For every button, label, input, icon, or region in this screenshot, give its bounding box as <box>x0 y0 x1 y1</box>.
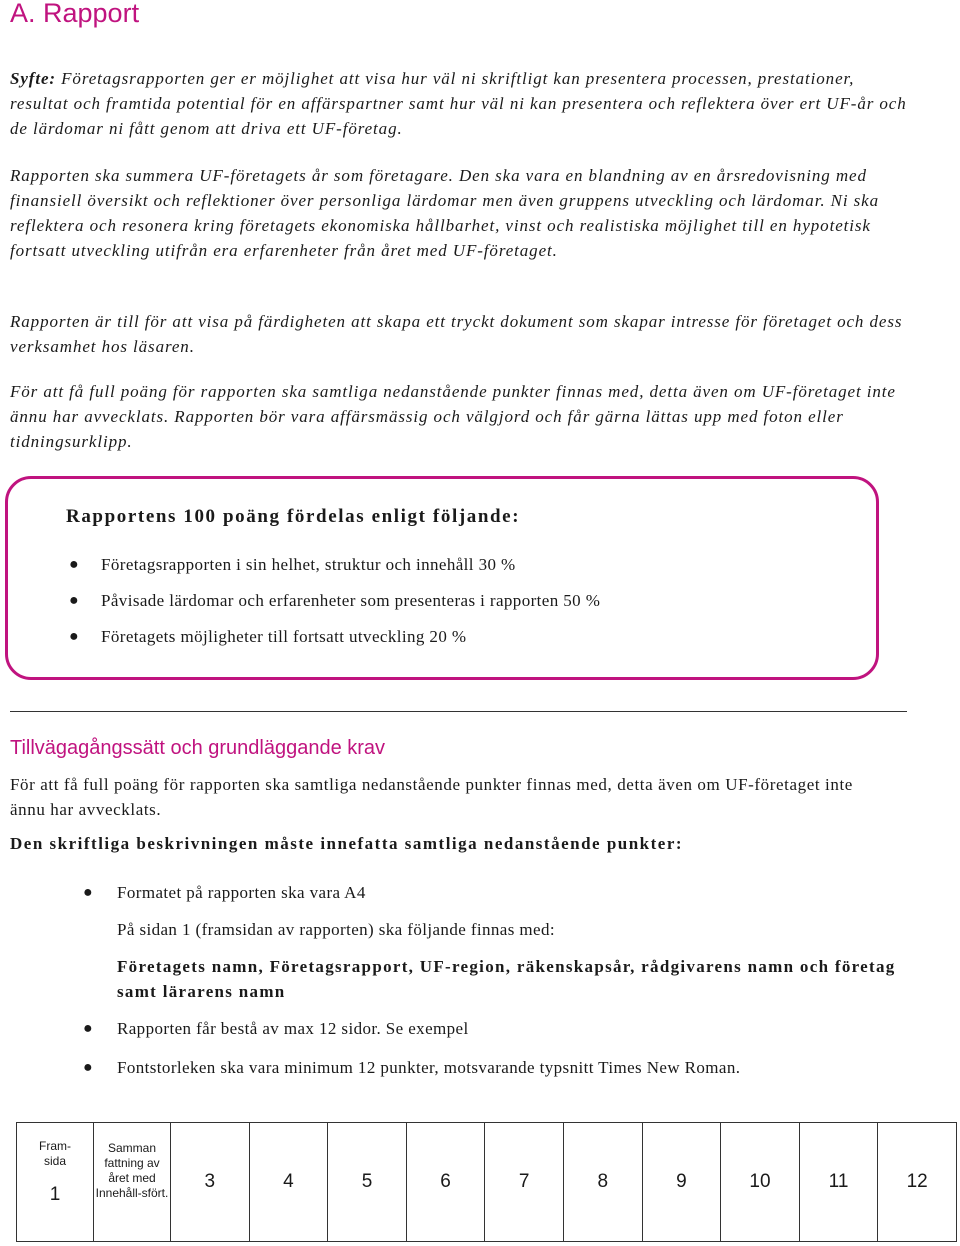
page-layout-table <box>16 1122 957 1242</box>
summary-paragraph: Rapporten ska summera UF-företagets år som företagare. Den ska vara en blandning av en årsredovisning med finansiell översikt och reflektioner över personliga lärdomar men även gruppens utveckling och lärdomar. Ni ska reflektera och resonera kring företagets ekonomiska hållbarhet, vinst och realistiska möjlighet till en hypotetisk fortsatt utveckling utifrån era erfarenheter från året med UF-företaget. <box>10 166 880 260</box>
page-cell-summary: Samman fattning av året med Innehåll-sfört. <box>94 1123 171 1242</box>
list-item: På sidan 1 (framsidan av rapporten) ska följande finnas med: <box>117 920 556 939</box>
page-cell: 8 <box>563 1123 642 1242</box>
bullet-icon: ● <box>83 1020 94 1037</box>
purpose-paragraph: Rapporten är till för att visa på färdigheten att skapa ett tryckt dokument som skapar intresse för företaget och dess verksamhet hos läsaren. <box>10 312 903 356</box>
page-cell: 10 <box>721 1123 800 1242</box>
page-cell: 5 <box>328 1123 407 1242</box>
requirements-list <box>83 880 897 1080</box>
list-item: ● Företagsrapporten i sin helhet, struktur och innehåll 30 % <box>101 552 600 588</box>
page-cell-front: Fram- sida 1 <box>17 1123 94 1242</box>
list-item: ● Fontstorleken ska vara minimum 12 punkter, motsvarande typsnitt Times New Roman. <box>117 1055 897 1080</box>
list-item: ● Påvisade lärdomar och erfarenheter som presenteras i rapporten 50 % <box>101 588 600 624</box>
bullet-icon: ● <box>83 1059 94 1076</box>
bullet-icon: ● <box>69 592 80 609</box>
page-heading: A. Rapport <box>10 0 140 28</box>
bullet-icon: ● <box>69 628 80 645</box>
scoring-title: Rapportens 100 poäng fördelas enligt följande: <box>66 506 521 527</box>
bullet-icon: ● <box>83 884 94 901</box>
page-cell: 6 <box>406 1123 485 1242</box>
list-item: Företagets namn, Företagsrapport, UF-region, räkenskapsår, rådgivarens namn och företag samt lärarens namn <box>117 957 896 1001</box>
syfte-paragraph <box>10 66 915 141</box>
syfte-text: Företagsrapporten ger er möjlighet att visa hur väl ni skriftligt kan presentera processen, prestationer, resultat och framtida potential för en affärspartner samt hur väl ni kan presentera och reflektera över ert UF-år och de lärdomar ni fått genom att driva ett UF-företag. <box>10 69 907 138</box>
page-cell: 4 <box>249 1123 328 1242</box>
requirements-title: Den skriftliga beskrivningen måste innefatta samtliga nedanstående punkter: <box>10 834 684 853</box>
page-cell: 11 <box>799 1123 878 1242</box>
scoring-list <box>69 552 601 660</box>
page-cell: 7 <box>485 1123 564 1242</box>
page-cell: 9 <box>642 1123 721 1242</box>
page-cell: 3 <box>171 1123 250 1242</box>
bullet-icon: ● <box>69 556 80 573</box>
section-heading: Tillvägagångssätt och grundläggande krav <box>10 737 386 759</box>
full-score-paragraph: För att få full poäng för rapporten ska samtliga nedanstående punkter finnas med, detta även om UF-företaget inte ännu har avvecklats. Rapporten bör vara affärsmässig och välgjord och får gärna lättas upp med foton eller tidningsurklipp. <box>10 382 896 451</box>
syfte-label: Syfte: <box>10 69 56 88</box>
divider <box>10 711 907 712</box>
section-paragraph: För att få full poäng för rapporten ska samtliga nedanstående punkter finnas med, detta även om UF-företaget inte ännu har avvecklats. <box>10 775 853 819</box>
list-item: ● Formatet på rapporten ska vara A4 <box>117 880 897 917</box>
list-item: ● Företagets möjligheter till fortsatt utveckling 20 % <box>101 624 600 660</box>
page-cell: 12 <box>878 1123 957 1242</box>
list-item: ● Rapporten får bestå av max 12 sidor. Se exempel <box>117 1016 897 1055</box>
